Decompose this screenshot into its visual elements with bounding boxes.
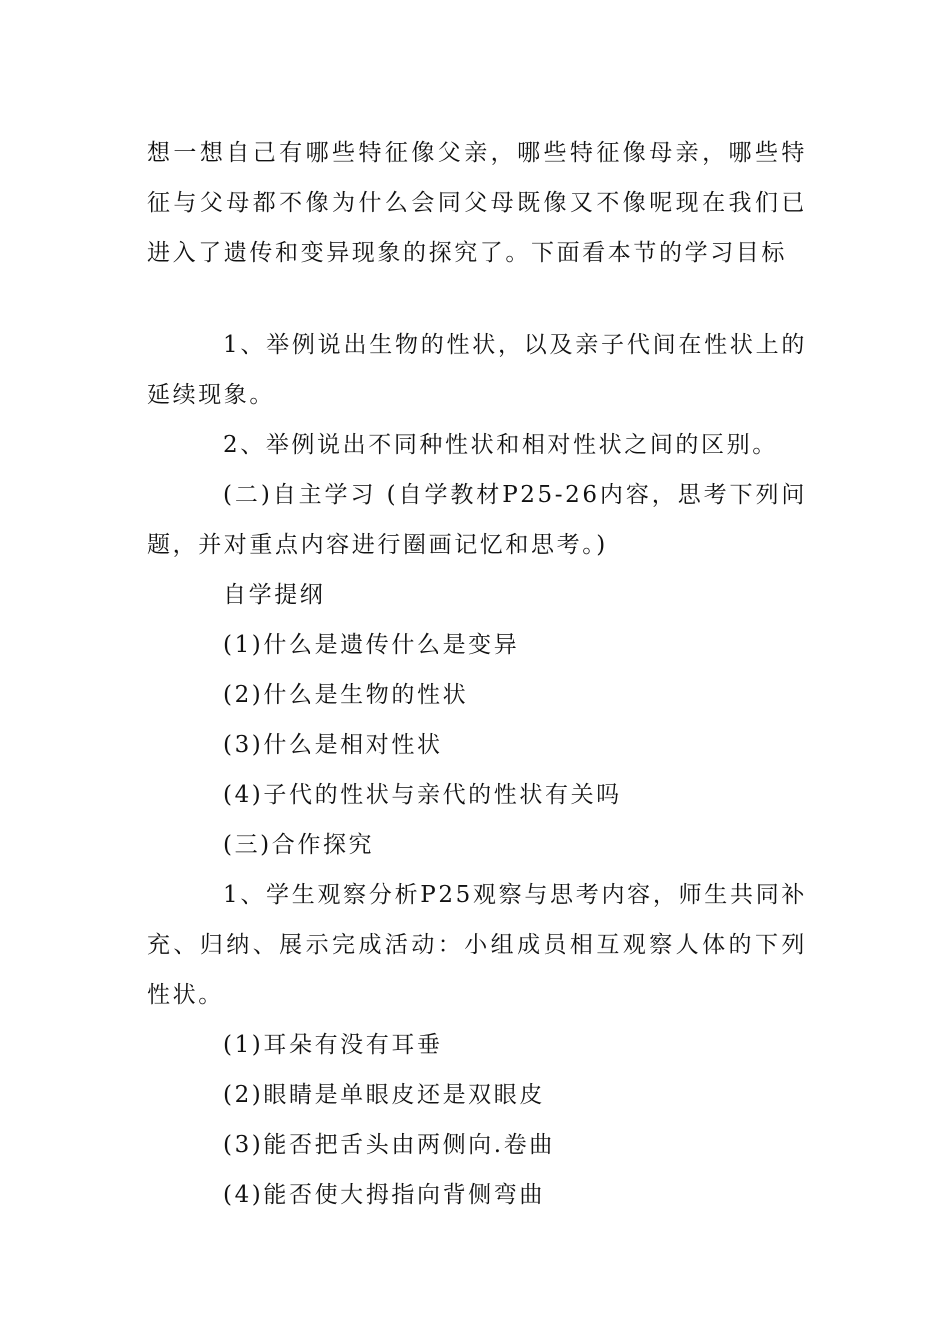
outline-question-3: (3)什么是相对性状 — [223, 732, 443, 758]
trait-item-1: (1)耳朵有没有耳垂 — [223, 1032, 443, 1058]
document-body — [147, 128, 807, 1220]
section-cooperative-inquiry: (三)合作探究 — [223, 832, 375, 858]
paragraph-spacer — [147, 278, 807, 320]
trait-item-3: (3)能否把舌头由两侧向.卷曲 — [223, 1132, 555, 1158]
section-self-study: (二)自主学习 (自学教材P25-26内容，思考下列问题，并对重点内容进行圈画记忆和思考。) — [147, 482, 807, 558]
paragraph-intro: 想一想自己有哪些特征像父亲，哪些特征像母亲，哪些特征与父母都不像为什么会同父母既像又不像呢现在我们已进入了遗传和变异现象的探究了。下面看本节的学习目标 — [147, 140, 807, 266]
trait-item-4: (4)能否使大拇指向背侧弯曲 — [223, 1182, 545, 1208]
outline-question-2: (2)什么是生物的性状 — [223, 682, 469, 708]
outline-question-1: (1)什么是遗传什么是变异 — [223, 632, 520, 658]
study-outline-heading: 自学提纲 — [223, 582, 326, 608]
objective-item-1: 1、举例说出生物的性状，以及亲子代间在性状上的延续现象。 — [147, 332, 807, 408]
outline-question-4: (4)子代的性状与亲代的性状有关吗 — [223, 782, 622, 808]
objective-item-2: 2、举例说出不同种性状和相对性状之间的区别。 — [223, 432, 778, 458]
trait-item-2: (2)眼睛是单眼皮还是双眼皮 — [223, 1082, 545, 1108]
inquiry-item-1: 1、学生观察分析P25观察与思考内容，师生共同补充、归纳、展示完成活动：小组成员相互观察人体的下列性状。 — [147, 882, 807, 1008]
